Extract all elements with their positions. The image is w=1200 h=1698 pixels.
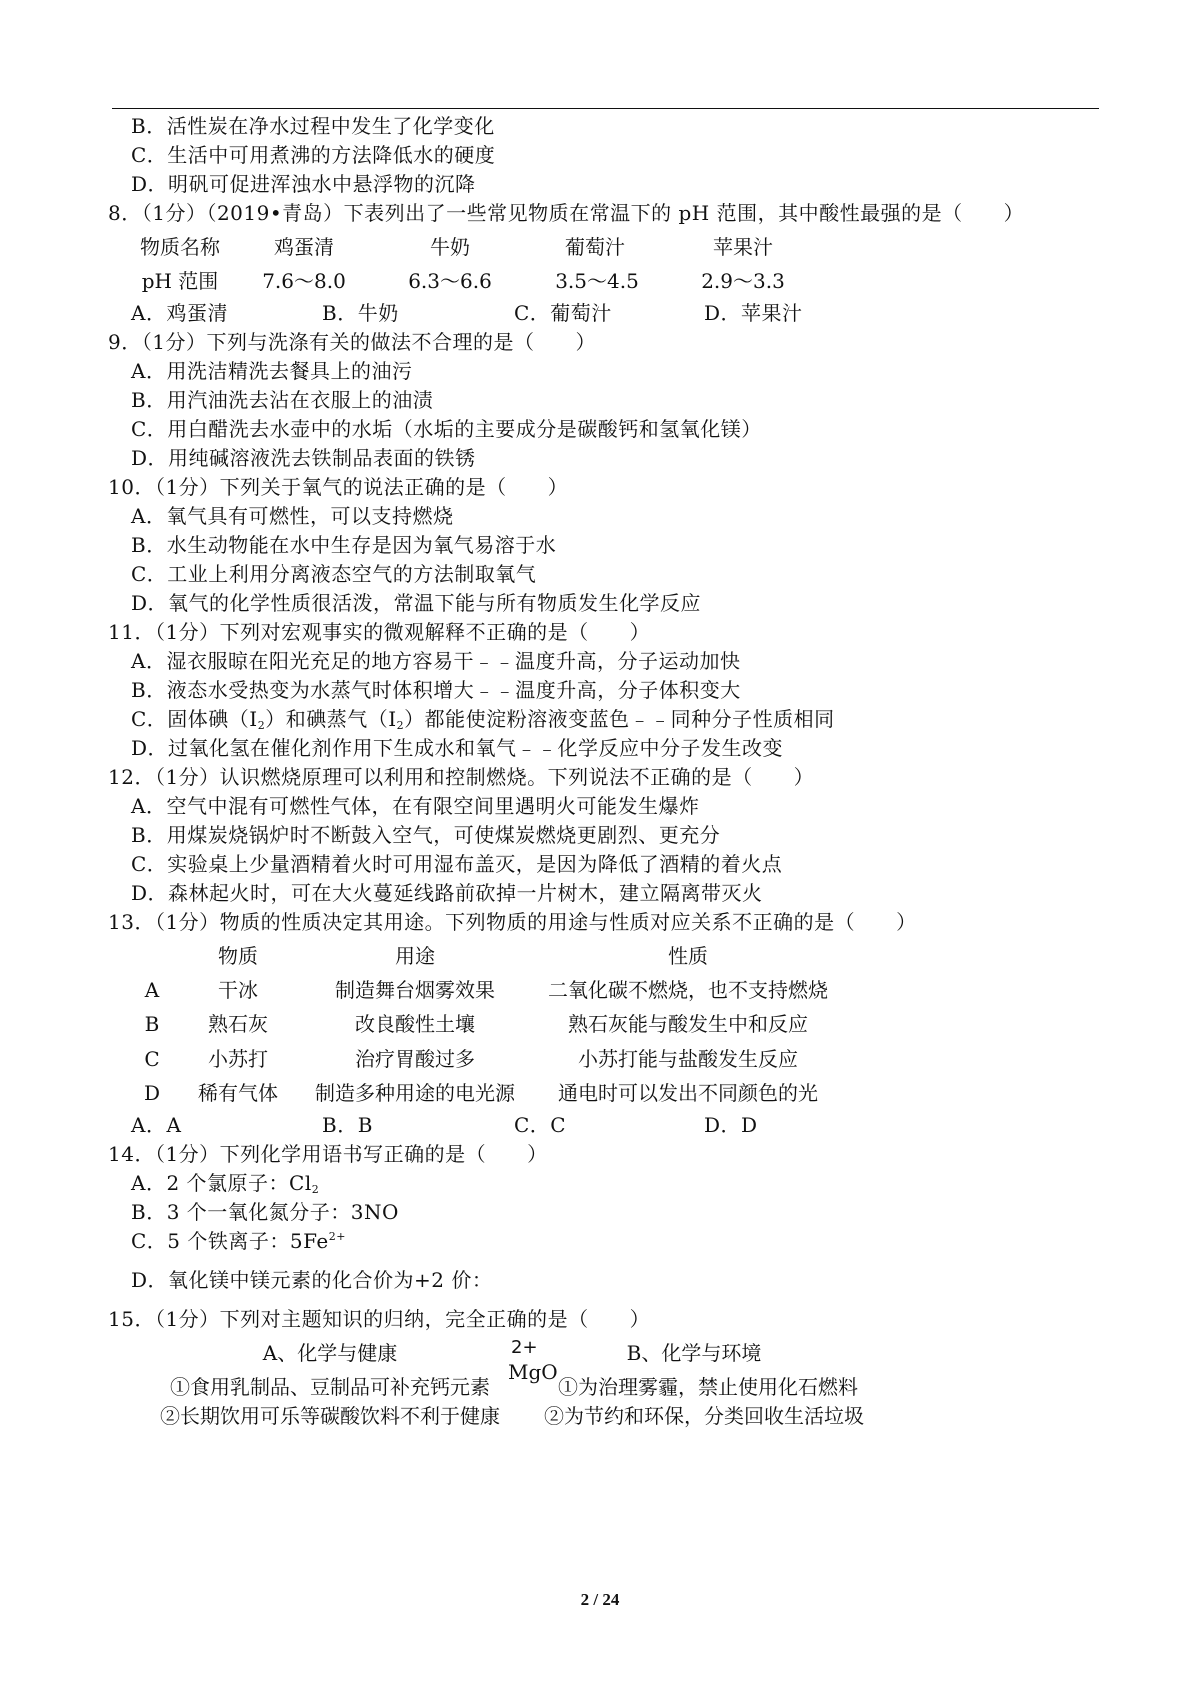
q13-table-cell: 制造舞台烟雾效果: [335, 978, 495, 1002]
q13-table-cell: 小苏打能与盐酸发生反应: [578, 1047, 798, 1071]
q8-stem: 8．（1分）（2019•青岛）下表列出了一些常见物质在常温下的 pH 范围，其中酸性最强的是（ ）: [108, 201, 1025, 225]
q8-option-d: D．苹果汁: [704, 301, 803, 325]
q15-stem: 15．（1分）下列对主题知识的归纳，完全正确的是（ ）: [108, 1307, 651, 1331]
q8-table-cell: 6.3～6.6: [408, 269, 492, 293]
page-number: 2 / 24: [580, 1590, 620, 1609]
q9-option-b: B．用汽油洗去沾在衣服上的油渍: [131, 388, 434, 412]
q13-table-cell: A: [144, 978, 160, 1002]
q7-option-b: B．活性炭在净水过程中发生了化学变化: [131, 114, 495, 138]
q13-table-cell: 改良酸性土壤: [355, 1012, 475, 1036]
q15-left-title: A、化学与健康: [262, 1341, 398, 1365]
q13-table-cell: 熟石灰: [208, 1012, 268, 1036]
q13-table-header: 物质: [218, 944, 258, 968]
q13-table-header: 性质: [668, 944, 708, 968]
q13-table-cell: C: [144, 1047, 160, 1071]
q8-table-cell: 3.5～4.5: [555, 269, 639, 293]
q12-option-c: C．实验桌上少量酒精着火时可用湿布盖灭，是因为降低了酒精的着火点: [131, 852, 783, 876]
q14-option-a: A．2 个氯原子：$Cl_2$: [131, 1171, 320, 1196]
q13-table-cell: 制造多种用途的电光源: [315, 1081, 515, 1105]
q13-table-cell: 熟石灰能与酸发生中和反应: [568, 1012, 808, 1036]
q9-option-d: D．用纯碱溶液洗去铁制品表面的铁锈: [131, 446, 476, 470]
q12-option-b: B．用煤炭烧锅炉时不断鼓入空气，可使煤炭燃烧更剧烈、更充分: [131, 823, 721, 847]
q11-option-a: A．湿衣服晾在阳光充足的地方容易干﹣﹣温度升高，分子运动加快: [131, 649, 741, 673]
q8-table-header: 鸡蛋清: [274, 235, 334, 259]
q13-option-d: D．D: [704, 1113, 758, 1137]
q9-option-a: A．用洗洁精洗去餐具上的油污: [131, 359, 413, 383]
q10-option-b: B．水生动物能在水中生存是因为氧气易溶于水: [131, 533, 557, 557]
q15-right-item: ①为治理雾霾，禁止使用化石燃料: [558, 1375, 858, 1399]
q13-table-cell: 二氧化碳不燃烧，也不支持燃烧: [548, 978, 828, 1002]
q13-stem: 13．（1分）物质的性质决定其用途。下列物质的用途与性质对应关系不正确的是（ ）: [108, 910, 917, 934]
q13-table-cell: 通电时可以发出不同颜色的光: [558, 1081, 818, 1105]
q8-table-header: 物质名称: [140, 235, 220, 259]
q8-table-cell: 7.6～8.0: [262, 269, 346, 293]
q13-table-cell: 治疗胃酸过多: [355, 1047, 475, 1071]
q13-table-cell: B: [144, 1012, 160, 1036]
q14-valence-formula: [508, 1337, 558, 1384]
q15-left-item: ①食用乳制品、豆制品可补充钙元素: [170, 1375, 490, 1399]
q14-formula: MgO: [508, 1360, 558, 1384]
q13-table-cell: 干冰: [218, 978, 258, 1002]
q9-stem: 9．（1分）下列与洗涤有关的做法不合理的是（ ）: [108, 330, 596, 354]
q13-option-c: C．C: [514, 1113, 567, 1137]
q8-table-cell: pH 范围: [141, 269, 219, 293]
q14-valence-label: 2+: [511, 1337, 538, 1358]
q14-option-b: B．3 个一氧化氮分子：3NO: [131, 1200, 399, 1224]
q15-right-item: ②为节约和环保，分类回收生活垃圾: [544, 1404, 864, 1428]
q10-option-c: C．工业上利用分离液态空气的方法制取氧气: [131, 562, 537, 586]
q13-table-cell: 小苏打: [208, 1047, 268, 1071]
q12-option-d: D．森林起火时，可在大火蔓延线路前砍掉一片树木，建立隔离带灭火: [131, 881, 763, 905]
q14-option-d: D．氧化镁中镁元素的化合价为+2 价：: [131, 1268, 493, 1292]
header-rule: [112, 108, 1099, 109]
q11-option-b: B．液态水受热变为水蒸气时体积增大﹣﹣温度升高，分子体积变大: [131, 678, 741, 702]
q7-option-c: C．生活中可用煮沸的方法降低水的硬度: [131, 143, 496, 167]
q12-option-a: A．空气中混有可燃性气体，在有限空间里遇明火可能发生爆炸: [131, 794, 700, 818]
q13-table-header: 用途: [395, 944, 435, 968]
q15-right-title: B、化学与环境: [626, 1341, 762, 1365]
q14-option-c: C．5 个铁离子：$5Fe^{2+}$: [131, 1229, 346, 1253]
q12-stem: 12．（1分）认识燃烧原理可以利用和控制燃烧。下列说法不正确的是（ ）: [108, 765, 815, 789]
q10-option-d: D．氧气的化学性质很活泼，常温下能与所有物质发生化学反应: [131, 591, 702, 615]
q11-option-c: C．固体碘$(I_2)$和碘蒸气$(I_2)$都能使淀粉溶液变蓝色﹣﹣同种分子性质相同: [131, 707, 835, 732]
q8-table-header: 苹果汁: [713, 235, 773, 259]
q14-stem: 14．（1分）下列化学用语书写正确的是（ ）: [108, 1142, 548, 1166]
q8-option-c: C．葡萄汁: [514, 301, 612, 325]
q8-option-b: B．牛奶: [322, 301, 399, 325]
q10-option-a: A．氧气具有可燃性，可以支持燃烧: [131, 504, 454, 528]
q13-option-b: B．B: [322, 1113, 373, 1137]
q8-table-header: 牛奶: [430, 235, 470, 259]
q13-table-cell: 稀有气体: [198, 1081, 278, 1105]
q10-stem: 10．（1分）下列关于氧气的说法正确的是（ ）: [108, 475, 569, 499]
q8-option-a: A．鸡蛋清: [131, 301, 228, 325]
q15-left-item: ②长期饮用可乐等碳酸饮料不利于健康: [160, 1404, 500, 1428]
q9-option-c: C．用白醋洗去水壶中的水垢（水垢的主要成分是碳酸钙和氢氧化镁）: [131, 417, 762, 441]
q13-table-cell: D: [143, 1081, 161, 1105]
q11-option-d: D．过氧化氢在催化剂作用下生成水和氧气﹣﹣化学反应中分子发生改变: [131, 736, 784, 760]
q13-option-a: A．A: [131, 1113, 182, 1137]
q8-table-cell: 2.9～3.3: [701, 269, 785, 293]
q8-table-header: 葡萄汁: [565, 235, 625, 259]
q7-option-d: D．明矾可促进浑浊水中悬浮物的沉降: [131, 172, 476, 196]
q11-stem: 11．（1分）下列对宏观事实的微观解释不正确的是（ ）: [108, 620, 651, 644]
